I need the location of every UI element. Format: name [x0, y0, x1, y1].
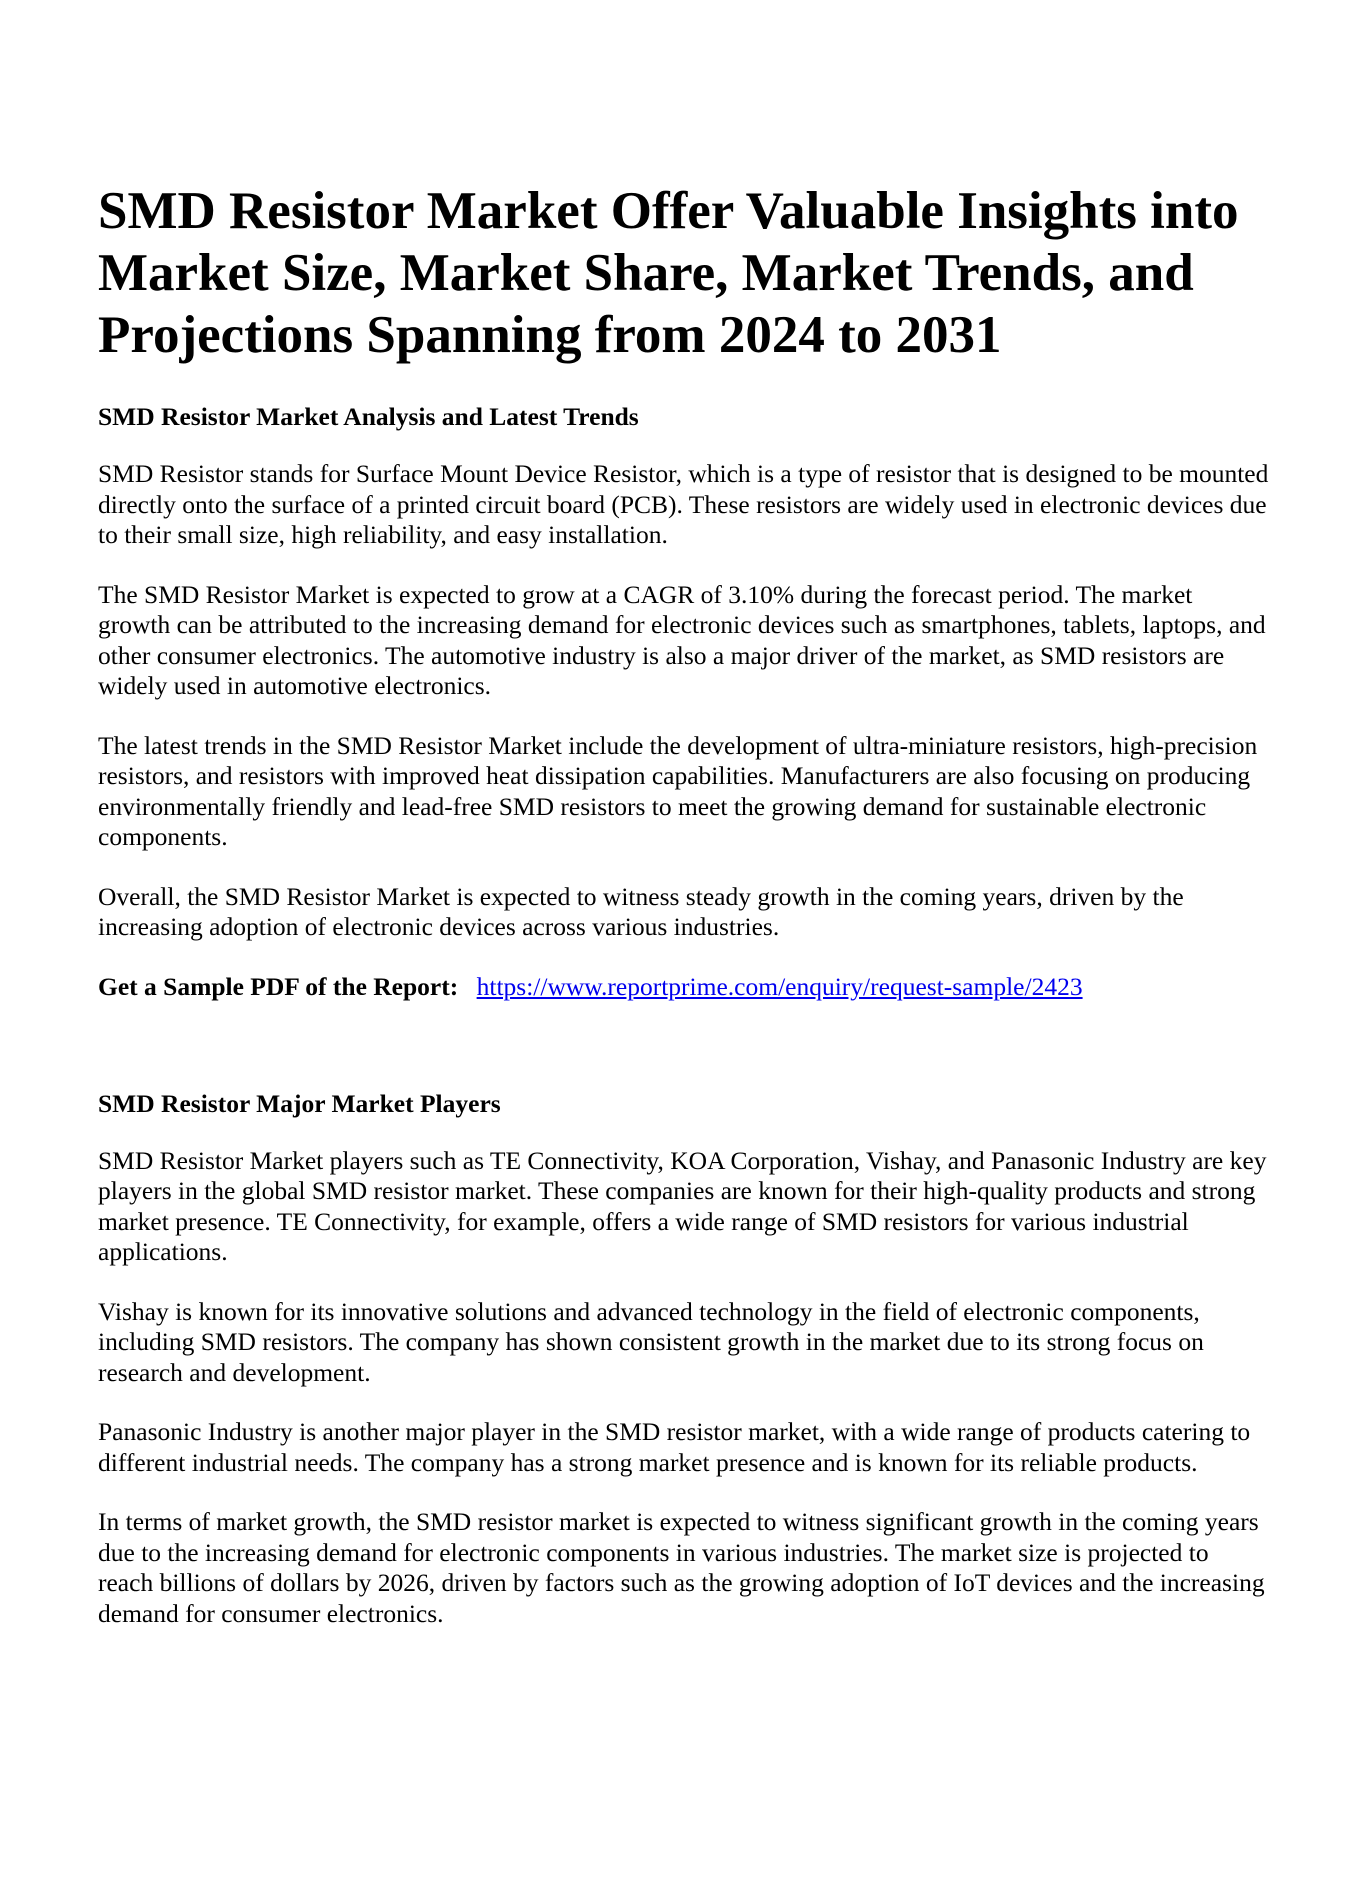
paragraph: Panasonic Industry is another major player in the SMD resistor market, with a wide range of products catering to different industrial needs. The company has a strong market presence and is known for its reliable products.: [98, 1417, 1251, 1477]
document-page: [98, 180, 1270, 1629]
sample-pdf-link[interactable]: https://www.reportprime.com/enquiry/request-sample/2423: [476, 971, 1083, 1001]
paragraph: In terms of market growth, the SMD resistor market is expected to witness significant growth in the coming years due to the increasing demand for electronic components in various industries. The market size is projected to reach billions of dollars by 2026, driven by factors such as the growing adoption of IoT devices and the increasing demand for consumer electronics.: [98, 1507, 1265, 1628]
sample-label: Get a Sample PDF of the Report:: [98, 971, 459, 1001]
paragraph: The SMD Resistor Market is expected to grow at a CAGR of 3.10% during the forecast period. The market growth can be attributed to the increasing demand for electronic devices such as smartphones, tablets, laptops, and other consumer electronics. The automotive industry is also a major driver of the market, as SMD resistors are widely used in automotive electronics.: [98, 579, 1266, 700]
page-title: SMD Resistor Market Offer Valuable Insights into Market Size, Market Share, Market Trends, and Projections Spanning from 2024 to 2031: [98, 182, 1239, 364]
sample-request-line: [98, 972, 1270, 1002]
paragraph: The latest trends in the SMD Resistor Market include the development of ultra-miniature resistors, high-precision resistors, and resistors with improved heat dissipation capabilities. Manufacturers are also focusing on producing environmentally friendly and lead-free SMD resistors to meet the growing demand for sustainable electronic components.: [98, 730, 1258, 851]
paragraph: SMD Resistor stands for Surface Mount Device Resistor, which is a type of resistor that is designed to be mounted directly onto the surface of a printed circuit board (PCB). These resistors are widely used in electronic devices due to their small size, high reliability, and easy installation.: [98, 459, 1269, 549]
paragraph: SMD Resistor Market players such as TE Connectivity, KOA Corporation, Vishay, and Panasonic Industry are key players in the global SMD resistor market. These companies are known for their high-quality products and strong market presence. TE Connectivity, for example, offers a wide range of SMD resistors for various industrial applications.: [98, 1145, 1267, 1266]
section-heading-analysis: SMD Resistor Market Analysis and Latest Trends: [98, 402, 639, 431]
section-heading-players: SMD Resistor Major Market Players: [98, 1088, 501, 1118]
paragraph: Vishay is known for its innovative solutions and advanced technology in the field of electronic components, including SMD resistors. The company has shown consistent growth in the market due to its strong focus on research and development.: [98, 1296, 1204, 1387]
paragraph: Overall, the SMD Resistor Market is expected to witness steady growth in the coming years, driven by the increasing adoption of electronic devices across various industries.: [98, 881, 1184, 941]
